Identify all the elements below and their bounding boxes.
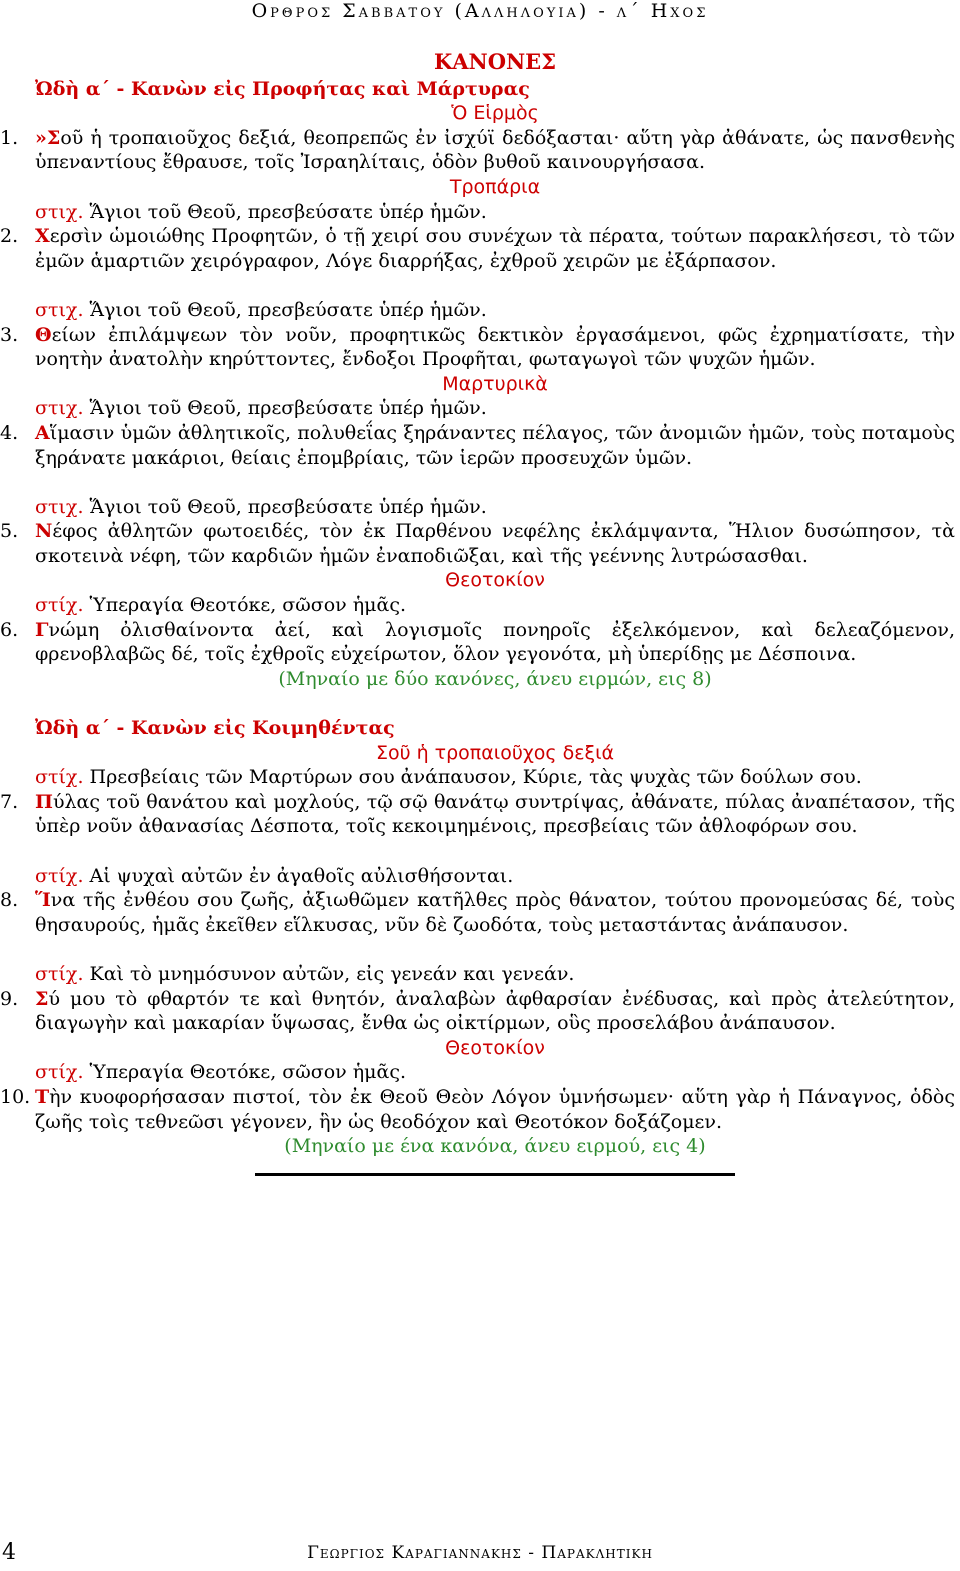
troparion-number: 8.	[0, 889, 19, 912]
stich-text: Ὑπεραγία Θεοτόκε, σῶσον ἡμᾶς.	[89, 1061, 407, 1084]
troparion-text: ὴν κυοφορήσασαν πιστοί, τὸν ἐκ Θεοῦ Θεὸν Λόγον ὑμνήσωμεν· αὕτη γὰρ ἡ Πάναγνος, ὁδὸς ζωῆς τοὶς τεθνεῶσι γέγονεν, ἣν ὡς θεοδόχον καὶ Θεοτόκον δοξάζομεν.	[35, 1085, 955, 1133]
page-body	[0, 49, 955, 1176]
spacer	[35, 691, 955, 716]
section-divider	[255, 1173, 735, 1176]
stich-text: Ἅγιοι τοῦ Θεοῦ, πρεσβεύσατε ὑπέρ ἡμῶν.	[89, 200, 487, 223]
troparion-text: ύλας τοῦ θανάτου καὶ μοχλούς, τῷ σῷ θανάτῳ συντρίψας, ἀθάνατε, πύλας ἀναπέτασον, τῆς ὑπὲρ νοῦν ἀθανασίας Δέσποτα, τοῖς κεκοιμημένοις, πρεσβείαις τῶν ἀθλοφόρων σου.	[35, 790, 955, 838]
heirmos-label: Ὁ Εἱρμὸς	[451, 102, 539, 125]
running-footer: Γεωργιος Καραγιαννακης - Παρακλητικη	[307, 1543, 653, 1563]
stich-text: Αἱ ψυχαὶ αὐτῶν ἐν ἀγαθοῖς αὐλισθήσονται.	[89, 864, 514, 887]
spacer	[35, 273, 955, 298]
troparion-text: είων ἐπιλάμψεων τὸν νοῦν, προφητικῶς δεκτικὸν ἐργασάμενοι, φῶς ἐχρηματίσατε, τὴν νοητὴν ἀνατολὴν κηρύττοντες, ἔνδοξοι Προφῆται, φωταγωγοὶ τῶν ψυχῶν ἡμῶν.	[35, 323, 955, 371]
stich-text: Ἅγιοι τοῦ Θεοῦ, πρεσβεύσατε ὑπέρ ἡμῶν.	[89, 397, 487, 420]
stich-verse	[35, 200, 955, 225]
martyrika-label: Μαρτυρικὰ	[442, 372, 548, 395]
stich-verse	[35, 396, 955, 421]
troparion-number: 2.	[0, 225, 19, 248]
troparion-text: να τῆς ἐνθέου σου ζωῆς, ἀξιωθῶμεν κατῆλθες πρὸς θάνατον, τούτου προνομεύσας δέ, τοὺς θησαυρούς, ἡμᾶς ἐκεῖθεν εἵλκυσας, νῦν δὲ ζωοδότα, τοὺς μεταστάντας ἀνάπαυσον.	[35, 889, 955, 936]
spacer	[35, 937, 955, 962]
stich-verse	[35, 495, 955, 520]
stich-label: στιχ.	[35, 495, 84, 518]
stich-text: Καὶ τὸ μνημόσυνον αὐτῶν, εἰς γενεάν και γενεάν.	[89, 962, 575, 985]
troparion	[0, 323, 955, 372]
stich-verse	[35, 593, 955, 618]
troparion	[0, 987, 955, 1036]
troparion-number: 3.	[0, 323, 19, 346]
stich-label: στιχ.	[35, 298, 84, 321]
troparion-initial: Θ	[35, 323, 52, 346]
troparion-text: έφος ἀθλητῶν φωτοειδές, τὸν ἐκ Παρθένου νεφέλης ἐκλάμψαντα, Ἥλιον δυσώπησον, τὰ σκοτεινὰ νέφη, τῶν καρδιῶν ἡμῶν ἐναποδιῶξαι, καὶ τῆς γεέννης λυτρώσασθαι.	[35, 520, 955, 567]
menaion-note: (Μηναίο με δύο κανόνες, άνευ ειρμών, εις 8)	[278, 667, 712, 690]
theotokion-label: Θεοτοκίον	[445, 1036, 545, 1059]
stich-label: στίχ.	[35, 594, 84, 617]
troparion	[0, 790, 955, 839]
troparion-initial: Ἵ	[35, 889, 51, 912]
troparion-initial: Χ	[35, 225, 50, 248]
troparion-initial: »Σ	[35, 126, 61, 149]
stich-text: Ἅγιοι τοῦ Θεοῦ, πρεσβεύσατε ὑπέρ ἡμῶν.	[89, 495, 487, 518]
troparion-initial: Π	[35, 790, 53, 813]
stich-text: Ἅγιοι τοῦ Θεοῦ, πρεσβεύσατε ὑπέρ ἡμῶν.	[89, 298, 487, 321]
stich-verse	[35, 765, 955, 790]
troparion-initial: Α	[35, 421, 50, 444]
troparion	[0, 519, 955, 568]
stich-text: Πρεσβείαις τῶν Μαρτύρων σου ἀνάπαυσον, Κύριε, τὰς ψυχὰς τῶν δούλων σου.	[89, 766, 862, 789]
stich-label: στίχ.	[35, 864, 84, 887]
troparion-initial: Σ	[35, 987, 49, 1010]
stich-verse	[35, 298, 955, 323]
troparion	[0, 1085, 955, 1134]
troparion-number: 10.	[0, 1085, 31, 1108]
troparion-text: ἵμασιν ὑμῶν ἀθλητικοῖς, πολυθεΐας ξηράναντες πέλαγος, τῶν ἀνομιῶν ἡμῶν, τοὺς ποταμοὺς ξηράνατε μακάριοι, θείαις ἐπομβρίαις, τῶν ἱερῶν προσευχῶν ὑμῶν.	[35, 421, 955, 469]
stich-label: στιχ.	[35, 200, 84, 223]
troparion-text: ύ μου τὸ φθαρτόν τε καὶ θνητόν, ἀναλαβὼν ἀφθαρσίαν ἐνέδυσας, καὶ πρὸς ἀτελεύτητον, διαγωγὴν καὶ μακαρίαν ὕψωσας, ἔνθα ὡς οἰκτίρμων, οὓς προσελάβου ἀνάπαυσον.	[35, 987, 955, 1035]
heirmos-reference: Σοῦ ἡ τροπαιοῦχος δεξιά	[375, 741, 615, 764]
stich-label: στίχ.	[35, 1061, 84, 1084]
troparion-initial: Ν	[35, 520, 53, 543]
troparia-label: Τροπάρια	[449, 175, 541, 198]
section-title: ΚΑΝΟΝΕΣ	[433, 49, 557, 74]
troparion-text: νώμη ὀλισθαίνοντα ἀεί, καὶ λογισμοῖς πονηροῖς ἐξελκόμενον, καὶ δελεαζόμενον, φρενοβλαβῶς δέ, τοῖς ἐχθροῖς εὐχείρωτον, ὅλον γεγονότα, μὴ ὑπερίδῃς με Δέσποινα.	[35, 618, 955, 666]
troparion	[0, 888, 955, 937]
troparion	[0, 618, 955, 667]
stich-verse	[35, 962, 955, 987]
stich-text: Ὑπεραγία Θεοτόκε, σῶσον ἡμᾶς.	[89, 594, 407, 617]
ode-title: Ὠδὴ α΄ - Κανὼν εἰς Κοιμηθέντας	[35, 717, 395, 740]
troparion-number: 4.	[0, 421, 19, 444]
spacer	[35, 839, 955, 864]
troparion-text: ερσὶν ὡμοιώθης Προφητῶν, ὁ τῇ χειρί σου συνέχων τὰ πέρατα, τούτων παρακλήσεσι, τὸ τῶν ἐμῶν ἁμαρτιῶν χειρόγραφον, Λόγε διαρρήξας, ἐχθροῦ χειρῶν με ἐξάρπασον.	[35, 225, 955, 272]
theotokion-label: Θεοτοκίον	[445, 569, 545, 592]
troparion	[0, 126, 955, 175]
troparion-initial: Γ	[35, 618, 49, 641]
stich-verse	[35, 864, 955, 889]
menaion-note: (Μηναίο με ένα κανόνα, άνευ ειρμού, εις 4)	[284, 1135, 706, 1158]
stich-label: στίχ.	[35, 766, 84, 789]
troparion-number: 5.	[0, 520, 19, 543]
troparion-number: 9.	[0, 987, 19, 1010]
spacer	[35, 470, 955, 495]
page-number: 4	[2, 1540, 16, 1565]
running-header: Ορθρος Σαββατου (Αλληλουια) - λ΄ Ηχος	[251, 0, 709, 22]
troparion	[0, 224, 955, 273]
ode-title: Ὠδὴ α΄ - Κανὼν εἰς Προφήτας καὶ Μάρτυρας	[35, 77, 530, 100]
stich-verse	[35, 1060, 955, 1085]
troparion-initial: Τ	[35, 1085, 50, 1108]
troparion-text: οῦ ἡ τροπαιοῦχος δεξιά, θεοπρεπῶς ἐν ἰσχύϊ δεδόξασται· αὕτη γὰρ ἀθάνατε, ὡς πανσθενὴς ὑπεναντίους ἔθραυσε, τοῖς Ἰσραηλίταις, ὁδὸν βυθοῦ καινουργήσασα.	[35, 126, 955, 174]
troparion-number: 1.	[0, 126, 19, 149]
troparion-number: 7.	[0, 790, 19, 813]
troparion	[0, 421, 955, 470]
troparion-number: 6.	[0, 618, 19, 641]
stich-label: στιχ.	[35, 397, 84, 420]
stich-label: στίχ.	[35, 962, 84, 985]
